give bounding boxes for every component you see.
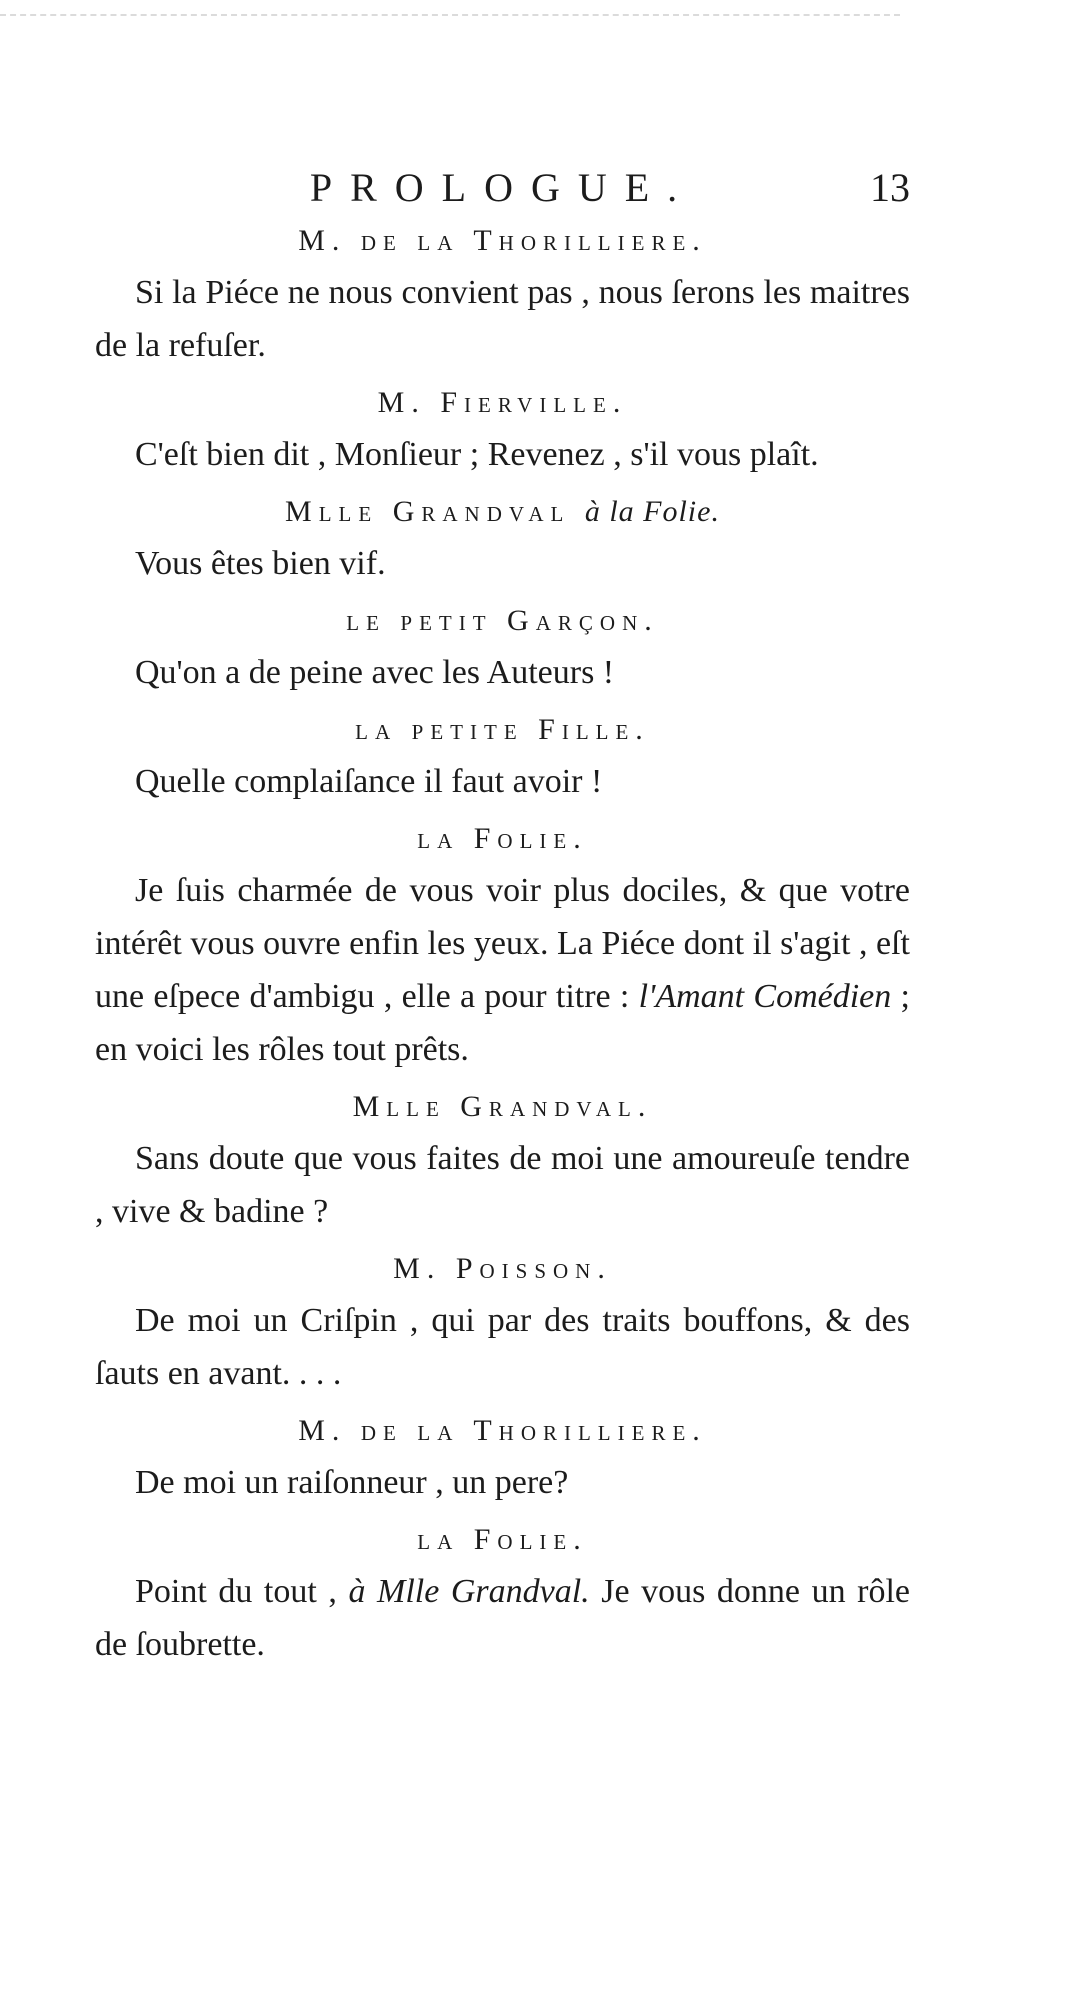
running-header	[95, 160, 910, 216]
speaker-name: M. Poisson.	[393, 1252, 612, 1285]
page-edge-noise	[0, 14, 900, 24]
running-title: PROLOGUE.	[309, 165, 696, 210]
speech-text: Point du tout , à Mlle Grandval. Je vous donne un rôle de ſoubrette.	[95, 1573, 910, 1663]
speech-text: De moi un raiſonneur , un pere?	[135, 1464, 569, 1501]
speaker-name: M. de la Thorilliere.	[298, 224, 707, 257]
speaker-name: le petit Garçon.	[346, 604, 659, 637]
speaker-name: la Folie.	[417, 1523, 588, 1556]
speech-text: Si la Piéce ne nous convient pas , nous ſerons les maitres de la refuſer.	[95, 274, 910, 364]
speech-text: Sans doute que vous faites de moi une amoureuſe tendre , vive & badine ?	[95, 1140, 910, 1230]
play-title: l'Amant Comédien	[638, 978, 892, 1015]
page-number: 13	[870, 165, 910, 210]
speech-text: Je ſuis charmée de vous voir plus dociles, & que votre intérêt vous ouvre enfin les yeux. La Piéce dont il s'agit , eſt une eſpece d'ambigu , elle a pour titre : l'Amant Comédien ; en voici les rôles tout prêts.	[95, 872, 910, 1068]
speaker-name: M. de la Thorilliere.	[298, 1414, 707, 1447]
speech-text: C'eſt bien dit , Monſieur ; Revenez , s'il vous plaît.	[135, 436, 819, 473]
speaker-name: Mlle Grandval à la Folie.	[285, 495, 720, 528]
speech-text: Quelle complaiſance il faut avoir !	[135, 763, 603, 800]
speaker-name: la Folie.	[417, 822, 588, 855]
stage-direction: à Mlle Grandval.	[348, 1573, 590, 1610]
speaker-name: Mlle Grandval.	[352, 1090, 653, 1123]
speaker-name: M. Fierville.	[377, 386, 628, 419]
speech-text: Vous êtes bien vif.	[135, 545, 386, 582]
speaker-name: la petite Fille.	[355, 713, 650, 746]
speech-text: De moi un Criſpin , qui par des traits bouffons, & des ſauts en avant. . . .	[95, 1302, 910, 1392]
speech-text: Qu'on a de peine avec les Auteurs !	[135, 654, 615, 691]
book-page	[95, 160, 910, 1677]
stage-direction: à la Folie.	[584, 495, 720, 528]
